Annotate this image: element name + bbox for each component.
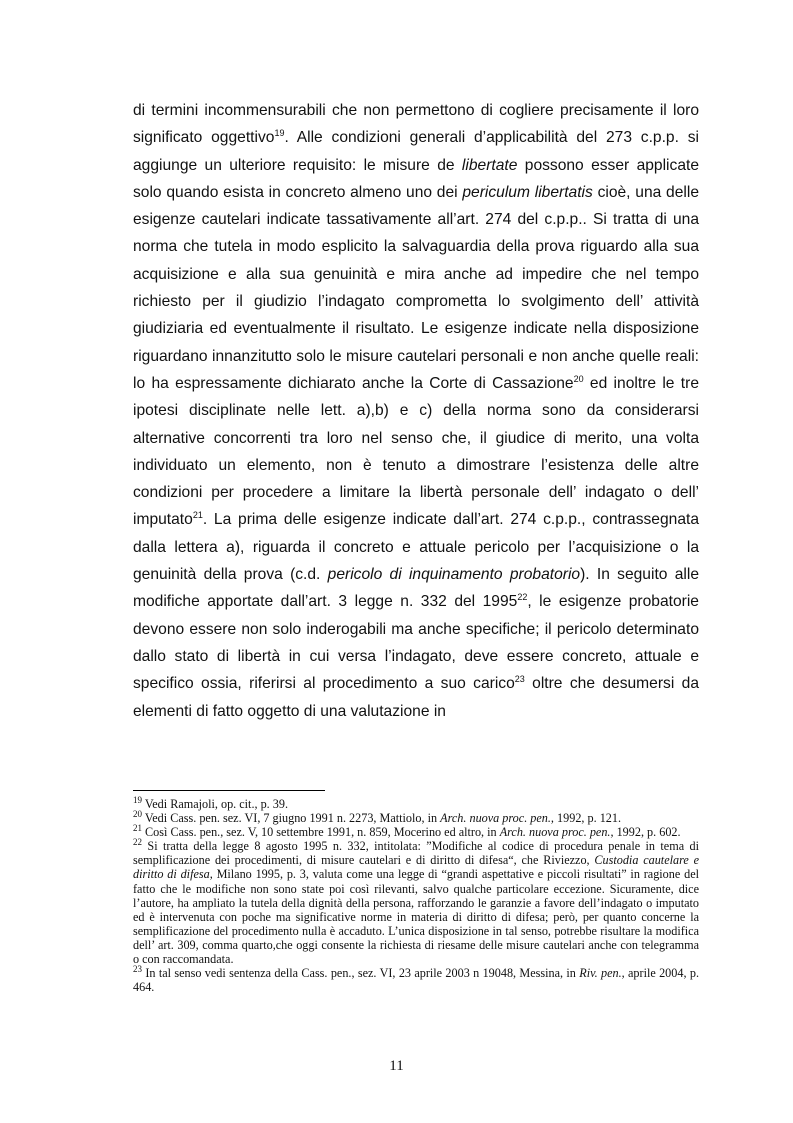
body-text-run: ). In seguito alle modifiche apportate dall’art. 3 legge n. 332 del 1995 bbox=[133, 566, 699, 611]
body-text-run: di termini incommensurabili che non permettono di cogliere precisamente il loro significato oggettivo bbox=[133, 102, 699, 147]
footnote-ref[interactable]: 19 bbox=[274, 128, 285, 139]
footnote-number: 21 bbox=[133, 823, 142, 834]
footnote-21 bbox=[133, 825, 699, 839]
page-number: 11 bbox=[389, 1058, 404, 1074]
footnote-ref[interactable]: 22 bbox=[517, 592, 528, 603]
footnote-23 bbox=[133, 966, 699, 994]
body-text-run: . Alle condizioni generali d’applicabilità del 273 c.p.p. si aggiunge un ulteriore requisito: le misure de bbox=[133, 129, 699, 174]
body-paragraph bbox=[133, 97, 699, 725]
footnote-italic: Arch. nuova proc. pen., bbox=[440, 811, 554, 826]
footnote-text: Milano 1995, p. 3, valuta come una legge di “grandi aspettative e piccoli risultati” in ragione del fatto che le modifiche non sono state poi così rilevanti, salvo qualche particolare eccezione. Sicuramente, dice l’autore, ha ampliato la tutela della dignità della persona, rafforzando le garanzie a favore dell’indagato o imputato ed è intervenuta con poche ma significative norme in materia di diritto di difesa; però, per quanto concerne la semplificazione del procedimento nulla è accaduto. L’unica disposizione in tal senso, potrebbe risultare la modifica dell’ art. 309, comma quarto,che oggi consente la richiesta di riesame delle misure cautelari anche con telegramma o con raccomandata. bbox=[133, 867, 699, 967]
italic-term: periculum libertatis bbox=[462, 183, 593, 201]
footnote-italic: Custodia cautelare e diritto di difesa, bbox=[133, 853, 699, 882]
footnote-text: Si tratta della legge 8 agosto 1995 n. 332, intitolata: ”Modifiche al codice di procedura penale in tema di semplificazione dei procedimenti, di misure cautelari e di diritto di difesa“, che Riviezzo, bbox=[133, 839, 699, 868]
footnote-number: 20 bbox=[133, 809, 142, 820]
body-text-run: , le esigenze probatorie devono essere non solo inderogabili ma anche specifiche; il pericolo determinato dallo stato di libertà in cui versa l’indagato, deve essere concreto, attuale e specifico ossia, riferirsi al procedimento a suo carico bbox=[133, 593, 699, 693]
footnote-number: 23 bbox=[133, 964, 142, 975]
footnote-text: Vedi Ramajoli, op. cit., p. 39. bbox=[142, 797, 289, 811]
footnote-19 bbox=[133, 794, 699, 811]
footnote-22 bbox=[133, 839, 699, 966]
footnote-number: 22 bbox=[133, 837, 142, 848]
footnote-text: aprile 2004, p. 464. bbox=[133, 966, 699, 995]
footnote-ref[interactable]: 23 bbox=[514, 674, 525, 685]
footnote-ref[interactable]: 21 bbox=[192, 510, 203, 521]
footnote-text: In tal senso vedi sentenza della Cass. pen., sez. VI, 23 aprile 2003 n 19048, Messina, in bbox=[142, 966, 580, 981]
footnote-text: Così Cass. pen., sez. V, 10 settembre 1991, n. 859, Mocerino ed altro, in bbox=[142, 825, 500, 840]
footnote-20 bbox=[133, 811, 699, 825]
footnote-text: 1992, p. 602. bbox=[613, 825, 681, 840]
body-text-run: possono esser applicate solo quando esista in concreto almeno uno dei bbox=[133, 156, 699, 201]
footnote-italic: Riv. pen., bbox=[579, 966, 625, 981]
footnote-text: Vedi Cass. pen. sez. VI, 7 giugno 1991 n. 2273, Mattiolo, in bbox=[142, 811, 441, 826]
footnote-italic: Arch. nuova proc. pen., bbox=[499, 825, 614, 840]
italic-term: pericolo di inquinamento probatorio bbox=[327, 566, 581, 584]
body-text-run: . La prima delle esigenze indicate dall’art. 274 c.p.p., contrassegnata dalla lettera a), riguarda il concreto e attuale pericolo per l’acquisizione o la genuinità della prova (c.d. bbox=[133, 511, 699, 584]
body-text-run: oltre che desumersi da elementi di fatto oggetto di una valutazione in bbox=[133, 675, 699, 720]
footnote-separator bbox=[133, 790, 325, 791]
footnote-ref[interactable]: 20 bbox=[573, 373, 584, 384]
italic-term: libertate bbox=[461, 156, 518, 174]
body-text-run: cioè, una delle esigenze cautelari indicate tassativamente all’art. 274 del c.p.p.. Si tratta di una norma che tutela in modo esplicito la salvaguardia della prova riguardo alla sua acquisizione e alla sua genuinità e mira anche ad impedire che nel tempo richiesto per il giudizio l’indagato comprometta lo svolgimento dell’ attività giudiziaria ed eventualmente il risultato. Le esigenze indicate nella disposizione riguardano innanzitutto solo le misure cautelari personali e non anche quelle reali: lo ha espressamente dichiarato anche la Corte di Cassazione bbox=[133, 183, 699, 392]
body-text-run: ed inoltre le tre ipotesi disciplinate nelle lett. a),b) e c) della norma sono da considerarsi alternative concorrenti tra loro nel senso che, il giudice di merito, una volta individuato un elemento, non è tenuto a dimostrare l’esistenza delle altre condizioni per procedere a limitare la libertà personale dell’ indagato o dell’ imputato bbox=[133, 374, 699, 529]
footnote-text: 1992, p. 121. bbox=[553, 811, 622, 826]
footnotes bbox=[133, 794, 699, 995]
footnote-number: 19 bbox=[133, 794, 142, 805]
